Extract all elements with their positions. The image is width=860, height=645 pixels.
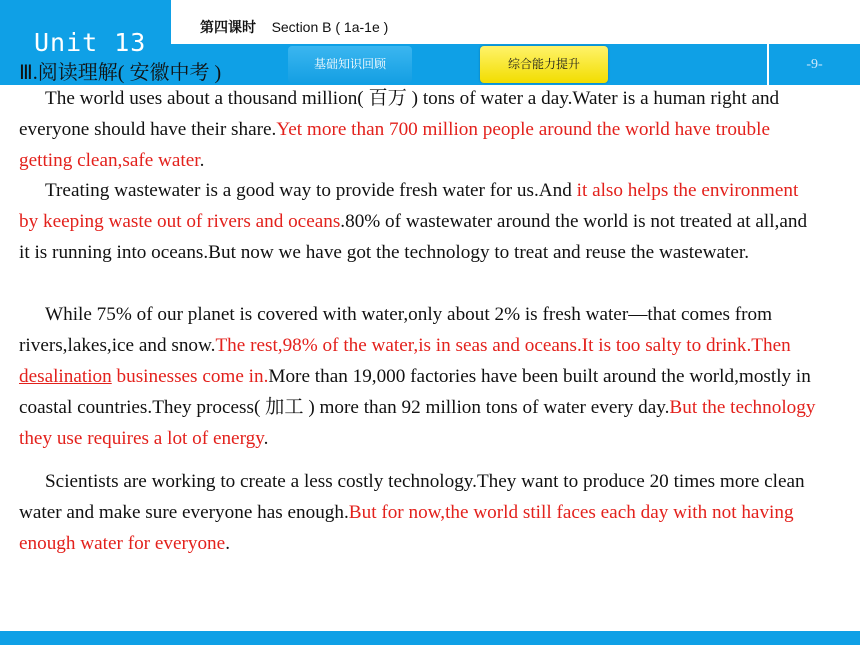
p3-highlight: The rest,98% of the water,is in seas and oceans.It is too salty to drink.Then — [215, 335, 791, 356]
paragraph-2 — [19, 175, 819, 268]
p2-end: .80% of wastewater around the world is not treated at all,and it is running into oceans.But now we have got the technology to treat and reuse the wastewater. — [19, 211, 808, 263]
bottom-bar — [0, 631, 860, 645]
section-label: Section B ( 1a-1e ) — [271, 19, 389, 35]
p1-text: The world uses about a thousand million( 百万 ) tons of water a day.Water is a human right and everyone should have their share. — [19, 88, 780, 140]
unit-label: Unit 13 — [34, 28, 147, 57]
p2-highlight: it also helps the environment by keeping waste out of rivers and oceans — [19, 180, 799, 232]
basic-knowledge-button[interactable]: 基础知识回顾 — [288, 46, 412, 83]
paragraph-4 — [19, 466, 819, 559]
lesson-number: 第四课时 — [200, 19, 256, 35]
p1-end: . — [199, 150, 205, 171]
p4-highlight: But for now,the world still faces each day with not having enough water for everyone — [19, 502, 794, 554]
p3-end: . — [263, 428, 269, 449]
ability-improvement-button[interactable]: 综合能力提升 — [480, 46, 608, 83]
p3-text-2: More than 19,000 factories have been built around the world,mostly in coastal countries.They process( 加工 ) more than 92 million tons of water every day. — [19, 366, 811, 418]
lesson-title — [200, 17, 388, 37]
p2-text: Treating wastewater is a good way to provide fresh water for us.And — [45, 180, 577, 201]
p3-text: While 75% of our planet is covered with water,only about 2% is fresh water—that comes from rivers,lakes,ice and snow. — [19, 304, 773, 356]
p3-underlined-word: desalination — [19, 366, 112, 387]
section-heading: Ⅲ.阅读理解( 安徽中考 ) — [19, 62, 222, 84]
page-number: -9- — [806, 57, 823, 72]
paragraph-3 — [19, 299, 819, 454]
p3-highlight-3: But the technology they use requires a lot of energy — [19, 397, 816, 449]
p3-highlight-2: businesses come in. — [111, 366, 269, 387]
p1-highlight: Yet more than 700 million people around the world have trouble getting clean,safe water — [19, 119, 770, 171]
paragraph-1 — [19, 83, 819, 176]
p4-end: . — [225, 533, 230, 554]
p4-text: Scientists are working to create a less costly technology.They want to produce 20 times more clean water and make sure everyone has enough. — [19, 471, 805, 523]
